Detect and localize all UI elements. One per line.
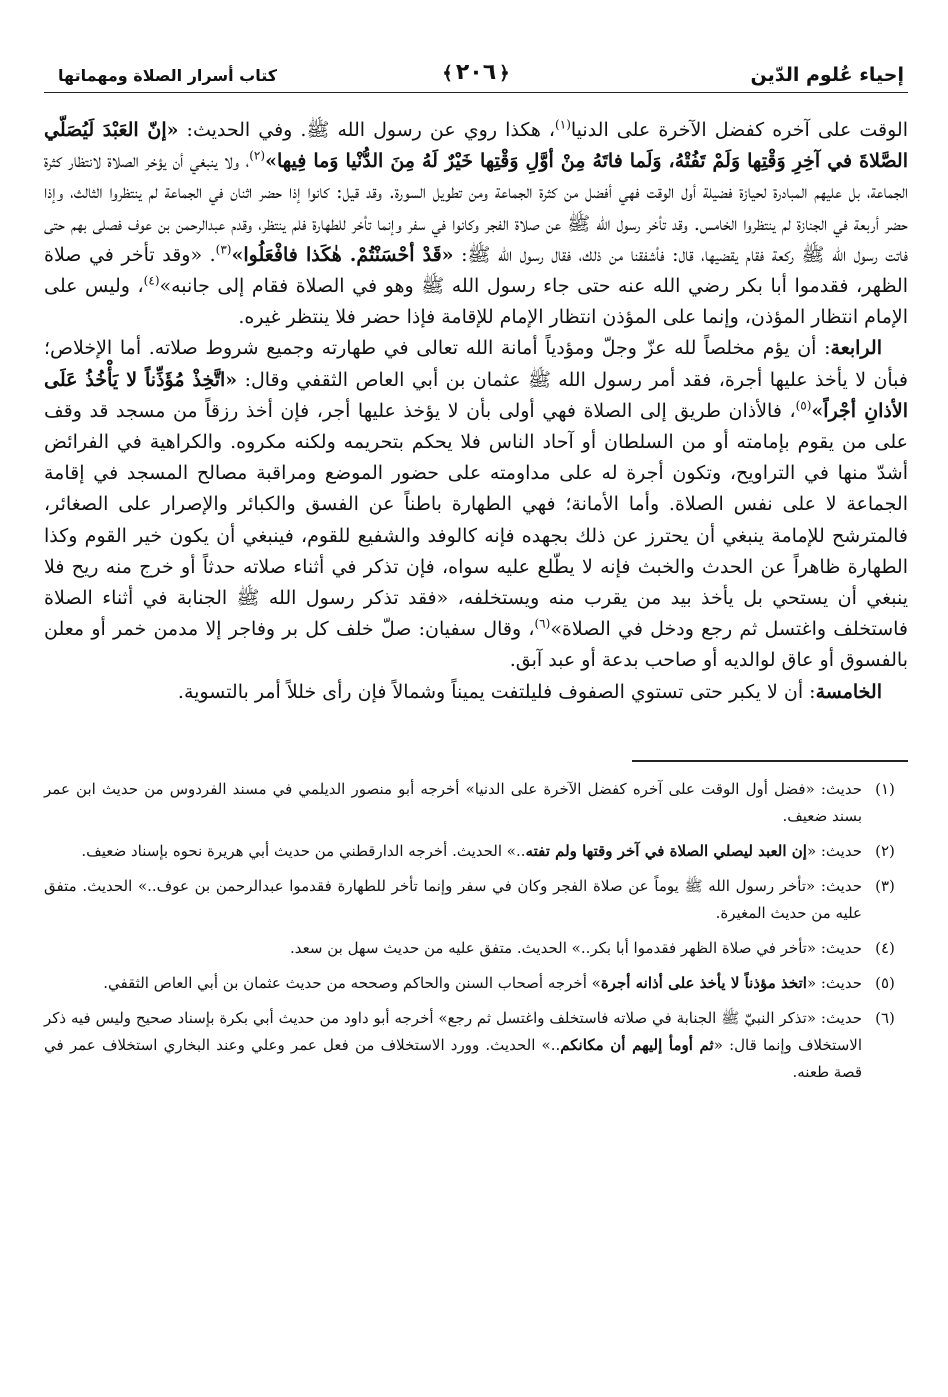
footnote — [44, 838, 908, 865]
footnote-ref-6: (٦) — [534, 616, 551, 631]
footnote-text: حديث: «فضل أول الوقت على آخره كفضل الآخرة على الدنيا» أخرجه أبو منصور الديلمي في مسند الفردوس من حديث ابن عمر بسند ضعيف. — [44, 779, 862, 825]
hadith-quote: «اتَّخِذْ مُؤَذِّناً لا يَأْخُذُ عَلَى الأذانِ أجْراً» — [44, 368, 908, 422]
text-run: ، فالأذان طريق إلى الصلاة فهي أولى بأن لا يؤخذ عليها أجر، فإن أخذ رزقاً من مسجد قد وقف على من يقوم بإمامته أو من السلطان أو آحاد الناس فلا يحكم بتحريمه ولكنه مكروه. والكراهية في الفرائض أشدّ منها في التراويح، وتكون أجرة له على مداومته على حضور الموضع ومراقبة مصالح المسجد في إقامة الجماعة لا على نفس الصلاة. وأما الأمانة؛ فهي الطهارة باطناً عن الفسق والكبائر والإصرار على الصغائر، فالمترشح للإمامة ينبغي أن يحترز عن ذلك بجهده فإنه كالوفد والشفيع للقوم، فينبغي أن يكون خير القوم وكذا الطهارة ظاهراً عن الحدث والخبث فإنه لا يطّلع عليه سواه، فإن تذكر في أثناء صلاته حدثاً أو خرج منه ريح فلا ينبغي أن يستحي بل يأخذ بيد من يقرب منه ويستخلفه، «فقد تذكر رسول الله ﷺ الجنابة في أثناء الصلاة فاستخلف واغتسل ثم رجع ودخل في الصلاة» — [44, 399, 909, 641]
running-header — [44, 58, 908, 93]
text-run: : أن يؤم مخلصاً لله عزّ وجلّ ومؤدياً أمانة الله تعالى في طهارته وجميع شروط صلاته. أما الإخلاص؛ فبأن لا يأخذ عليها أجرة، فقد أمر رسول الله ﷺ عثمان بن أبي العاص الثقفي وقال: — [44, 337, 908, 391]
text-run: ، هكذا روي عن رسول الله ﷺ. وفي الحديث: — [178, 119, 556, 141]
section-label: الخامسة — [815, 680, 882, 703]
footnote-ref-3: (٣) — [215, 242, 232, 257]
ornament-right-icon: ﴿ — [499, 63, 510, 84]
footnote-text: حديث: «تذكر النبيّ ﷺ الجنابة في صلاته فاستخلف واغتسل ثم رجع» أخرجه أبو داود من حديث أبي بكرة بإسناد صحيح وليس فيه ذكر الاستخلاف وإنما قال: «ثم أومأ إليهم أن مكانكم..» الحديث. وورد الاستخلاف من فعل عمر وعلي وعند البخاري استخلاف عمر في قصة طعنه. — [44, 1008, 862, 1081]
footnote — [44, 1005, 908, 1086]
paragraph-fifth — [44, 677, 908, 708]
main-text — [44, 115, 908, 708]
chapter-title: كتاب أسرار الصلاة ومهماتها — [58, 66, 278, 85]
text-run: : أن لا يكبر حتى تستوي الصفوف فليلتفت يميناً وشمالاً فإن رأى خللاً أمر بالتسوية. — [177, 680, 816, 703]
text-run: ، ولا ينبغي أن يؤخر الصلاة لانتظار كثرة الجماعة، بل عليهم المبادرة لحيازة فضيلة أول الوقت فهي أفضل من كثرة الجماعة ومن تطويل السورة. وقد قيل: كانوا إذا حضر اثنان في الجماعة لم ينتظروا الثالث، وإذا حضر أربعة في الجنازة لم ينتظروا الخامس. وقد تأخر رسول الله ﷺ عن صلاة الفجر وكانوا في سفر وإنما تأخر للطهارة فلم ينتظر، وقدم عبدالرحمن بن عوف فصلى بهم حتى فاتت رسول الله ﷺ ركعة فقام يقضيها، قال: فأشفقنا من ذلك، فقال رسول الله ﷺ: — [44, 150, 909, 266]
page-number — [439, 60, 512, 85]
footnote-text: حديث: «إن العبد ليصلي الصلاة في آخر وقتها ولم تفته..» الحديث. أخرجه الدارقطني من حديث أبي هريرة نحوه بإسناد ضعيف. — [81, 841, 862, 860]
footnote-ref-2: (٢) — [249, 148, 266, 163]
footnote-ref-5: (٥) — [795, 398, 812, 413]
footnote — [44, 970, 908, 997]
text-run: ، وليس على الإمام انتظار المؤذن، وإنما على المؤذن انتظار الإمام للإقامة فإذا حضر فلا ينتظر غيره. — [44, 275, 908, 329]
footnote-divider — [632, 760, 908, 762]
paragraph-fourth — [44, 333, 908, 676]
footnotes — [44, 776, 908, 1086]
page-number-value: ٢٠٦ — [455, 60, 497, 85]
hadith-quote: «قَدْ أحْسَنْتُمْ. هٰكَذا فافْعَلُوا» — [231, 243, 454, 266]
footnote-text: حديث: «تأخر رسول الله ﷺ يوماً عن صلاة الفجر وكان في سفر وإنما تأخر للطهارة فقدموا عبدالرحمن بن عوف..» الحديث. متفق عليه من حديث المغيرة. — [44, 876, 862, 922]
text-run: . «وقد تأخر في صلاة الظهر، فقدموا أبا بكر رضي الله عنه حتى جاء رسول الله ﷺ وهو في الصلاة فقام إلى جانبه» — [44, 243, 908, 298]
ornament-left-icon: ﴾ — [442, 63, 453, 84]
book-title: إحياء عُلوم الدّين — [750, 64, 904, 86]
text-run: ، وقال سفيان: صلّ خلف كل بر وفاجر إلا مدمن خمر أو معلن بالفسوق أو عاق لوالديه أو صاحب بدعة أو عبد آبق. — [44, 618, 908, 672]
footnote-ref-4: (٤) — [143, 273, 160, 288]
footnote-ref-1: (١) — [555, 117, 571, 132]
footnote — [44, 935, 908, 962]
paragraph-continuation — [44, 115, 908, 333]
footnote-number: (٣) — [875, 876, 895, 895]
footnote — [44, 873, 908, 927]
footnote-number: (٦) — [875, 1008, 895, 1027]
footnote-number: (٢) — [875, 841, 895, 860]
footnote-text: حديث: «تأخر في صلاة الظهر فقدموا أبا بكر..» الحديث. متفق عليه من حديث سهل بن سعد. — [290, 938, 862, 957]
footnote — [44, 776, 908, 830]
hadith-quote: «إنّ العَبْدَ لَيُصَلّي الصَّلاةَ في آخِرِ وَقْتِها وَلَمْ تَفُتْهُ، وَلَما فاتَهُ مِنْ أوَّلِ وَقْتِها خَيْرٌ لَهُ مِنَ الدُّنْيا وَما فِيها» — [44, 119, 908, 173]
footnote-text: حديث: «اتخذ مؤذناً لا يأخذ على أذانه أجرة» أخرجه أصحاب السنن والحاكم وصححه من حديث عثمان بن أبي العاص الثقفي. — [103, 973, 862, 992]
footnote-number: (٤) — [875, 938, 895, 957]
section-label: الرابعة — [830, 337, 882, 360]
footnote-number: (١) — [875, 779, 895, 798]
footnote-number: (٥) — [875, 973, 895, 992]
text-run: الوقت على آخره كفضل الآخرة على الدنيا — [570, 119, 908, 141]
